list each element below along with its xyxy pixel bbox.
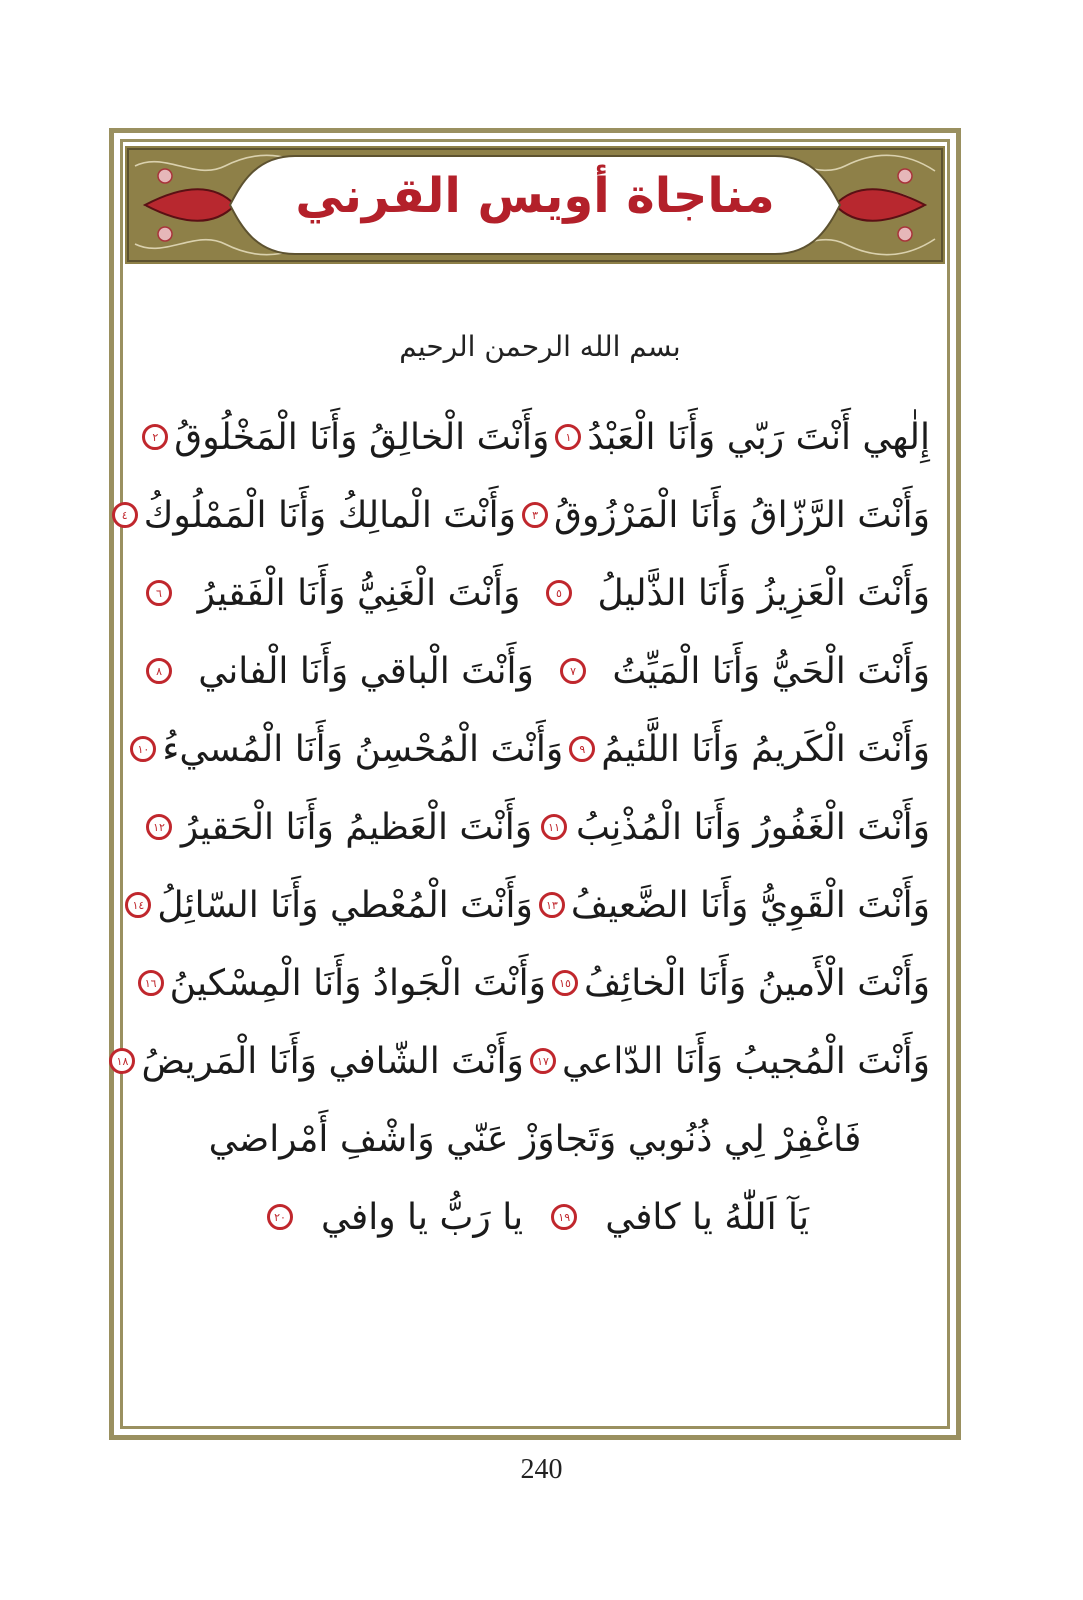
page-title: مناجاة أويس القرني [295, 168, 775, 224]
text-line [121, 476, 930, 554]
text-segment: وَأَنْتَ الْخالِقُ وَأَنَا الْمَخْلُوقُ [174, 416, 550, 458]
text-segment: وَأَنْتَ الْمُعْطي وَأَنَا السّائِلُ [157, 884, 533, 926]
text-segment: وَأَنْتَ الشّافي وَأَنَا الْمَريضُ [141, 1040, 524, 1082]
verse-number-marker: ١٤ [125, 892, 151, 918]
title-banner [125, 146, 945, 264]
verse-number-marker: ١٥ [552, 970, 578, 996]
verse-number-marker: ٥ [546, 580, 572, 606]
text-segment: وَأَنْتَ الْغَفُورُ وَأَنَا الْمُذْنِبُ [575, 806, 930, 848]
text-segment: وَأَنْتَ الْقَوِيُّ وَأَنَا الضَّعيفُ [570, 884, 930, 926]
text-line [132, 866, 930, 944]
verse-number-marker: ٢٠ [267, 1204, 293, 1230]
text-segment: وَأَنْتَ الْغَنِيُّ وَأَنَا الْفَقيرُ [197, 572, 521, 614]
verse-number-marker: ٨ [146, 658, 172, 684]
text-segment: يَآ اَللّٰهُ يا كافي [605, 1196, 810, 1238]
verse-number-marker: ٣ [522, 502, 548, 528]
verse-number-marker: ١٧ [530, 1048, 556, 1074]
text-line [140, 554, 930, 632]
text-line [140, 1100, 930, 1178]
verse-number-marker: ١١ [541, 814, 567, 840]
text-segment: وَأَنْتَ الْمُجيبُ وَأَنَا الدّاعي [561, 1040, 930, 1082]
text-line [116, 1022, 930, 1100]
text-segment: فَاغْفِرْ لِي ذُنُوبي وَتَجاوَزْ عَنّي وَاشْفِ أَمْراضي [208, 1118, 862, 1160]
text-segment: يا رَبُّ يا وافي [321, 1196, 524, 1238]
text-line [140, 944, 930, 1022]
verse-number-marker: ١٩ [551, 1204, 577, 1230]
text-segment: وَأَنْتَ الْكَريمُ وَأَنَا اللَّئيمُ [601, 728, 930, 770]
verse-number-marker: ١٢ [146, 814, 172, 840]
text-segment: وَأَنْتَ الرَّزّاقُ وَأَنَا الْمَرْزُوقُ [554, 494, 930, 536]
text-line [140, 1178, 930, 1256]
verse-number-marker: ٤ [112, 502, 138, 528]
text-segment: وَأَنْتَ الْعَزِيزُ وَأَنَا الذَّليلُ [597, 572, 930, 614]
text-segment: وَأَنْتَ الْمُحْسِنُ وَأَنَا الْمُسيءُ [162, 728, 564, 770]
verse-number-marker: ٦ [146, 580, 172, 606]
verse-number-marker: ١ [555, 424, 581, 450]
verse-number-marker: ٢ [142, 424, 168, 450]
page-number: 240 [520, 1454, 563, 1485]
verse-number-marker: ٧ [560, 658, 586, 684]
verse-number-marker: ١٠ [130, 736, 156, 762]
text-line [140, 398, 930, 476]
text-segment: وَأَنْتَ الْجَوادُ وَأَنَا الْمِسْكينُ [169, 962, 546, 1004]
verse-number-marker: ١٨ [109, 1048, 135, 1074]
verse-number-marker: ١٣ [539, 892, 565, 918]
text-line [137, 710, 930, 788]
verse-number-marker: ٩ [569, 736, 595, 762]
text-segment: إِلٰهي أَنْتَ رَبّي وَأَنَا الْعَبْدُ [587, 416, 930, 458]
text-segment: وَأَنْتَ الْمالِكُ وَأَنَا الْمَمْلُوكُ [143, 494, 517, 536]
text-segment: وَأَنْتَ الْأَمينُ وَأَنَا الْخائِفُ [583, 962, 930, 1004]
text-segment: وَأَنْتَ الْعَظيمُ وَأَنَا الْحَقيرُ [180, 806, 533, 848]
basmala-calligraphy: بسم الله الرحمن الرحيم [399, 330, 681, 363]
text-line [140, 788, 930, 866]
text-line [140, 632, 930, 710]
text-segment: وَأَنْتَ الْباقي وَأَنَا الْفاني [198, 650, 534, 692]
supplication-text [116, 398, 930, 1256]
text-segment: وَأَنْتَ الْحَيُّ وَأَنَا الْمَيِّتُ [612, 650, 930, 692]
verse-number-marker: ١٦ [138, 970, 164, 996]
